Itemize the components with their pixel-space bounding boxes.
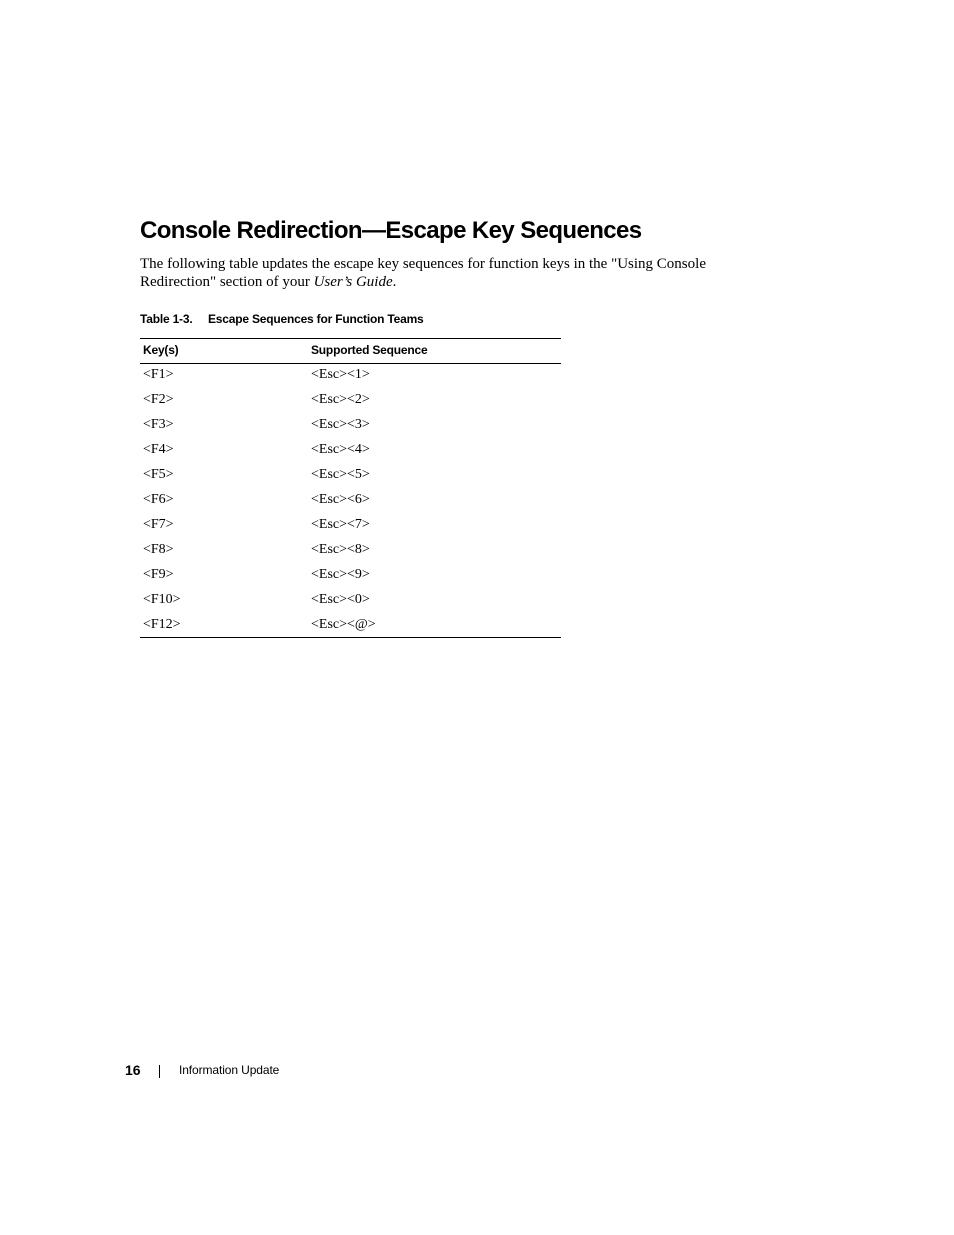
page-number: 16	[125, 1062, 141, 1078]
table-row	[140, 414, 561, 439]
key-cell: <F5>	[143, 467, 174, 482]
page-footer	[0, 1061, 954, 1081]
key-cell: <F4>	[143, 442, 174, 457]
key-cell: <F9>	[143, 567, 174, 582]
sequence-cell: <Esc><1>	[311, 367, 370, 382]
escape-sequence-table	[140, 338, 561, 638]
table-row	[140, 464, 561, 489]
guide-title: User’s Guide	[313, 274, 393, 290]
key-cell: <F12>	[143, 617, 181, 632]
table-caption	[140, 311, 424, 327]
header-keys: Key(s)	[143, 343, 179, 357]
key-cell: <F10>	[143, 592, 181, 607]
sequence-cell: <Esc><8>	[311, 542, 370, 557]
key-cell: <F8>	[143, 542, 174, 557]
intro-text-end: .	[392, 274, 397, 290]
sequence-cell: <Esc><@>	[311, 617, 376, 632]
table-row	[140, 514, 561, 539]
sequence-cell: <Esc><7>	[311, 517, 370, 532]
key-cell: <F3>	[143, 417, 174, 432]
sequence-cell: <Esc><5>	[311, 467, 370, 482]
sequence-cell: <Esc><6>	[311, 492, 370, 507]
table-caption-title: Escape Sequences for Function Teams	[208, 312, 424, 326]
table-row	[140, 489, 561, 514]
table-row	[140, 389, 561, 414]
sequence-cell: <Esc><2>	[311, 392, 370, 407]
table-caption-number: Table 1-3.	[140, 312, 193, 326]
key-cell: <F1>	[143, 367, 174, 382]
sequence-cell: <Esc><9>	[311, 567, 370, 582]
table-row	[140, 364, 561, 389]
key-cell: <F7>	[143, 517, 174, 532]
footer-section-title: Information Update	[179, 1063, 280, 1077]
table-row	[140, 614, 561, 637]
key-cell: <F2>	[143, 392, 174, 407]
table-row	[140, 564, 561, 589]
intro-text: The following table updates the escape key sequences for function keys in the "Using Console Redirection" section of your	[140, 256, 706, 290]
sequence-cell: <Esc><4>	[311, 442, 370, 457]
table-row	[140, 589, 561, 614]
table-header-row	[140, 339, 561, 364]
header-supported-sequence: Supported Sequence	[311, 343, 428, 357]
sequence-cell: <Esc><3>	[311, 417, 370, 432]
sequence-cell: <Esc><0>	[311, 592, 370, 607]
intro-paragraph	[140, 255, 760, 291]
page-heading: Console Redirection—Escape Key Sequences	[140, 217, 642, 244]
key-cell: <F6>	[143, 492, 174, 507]
footer-divider	[159, 1065, 160, 1078]
table-row	[140, 439, 561, 464]
table-row	[140, 539, 561, 564]
